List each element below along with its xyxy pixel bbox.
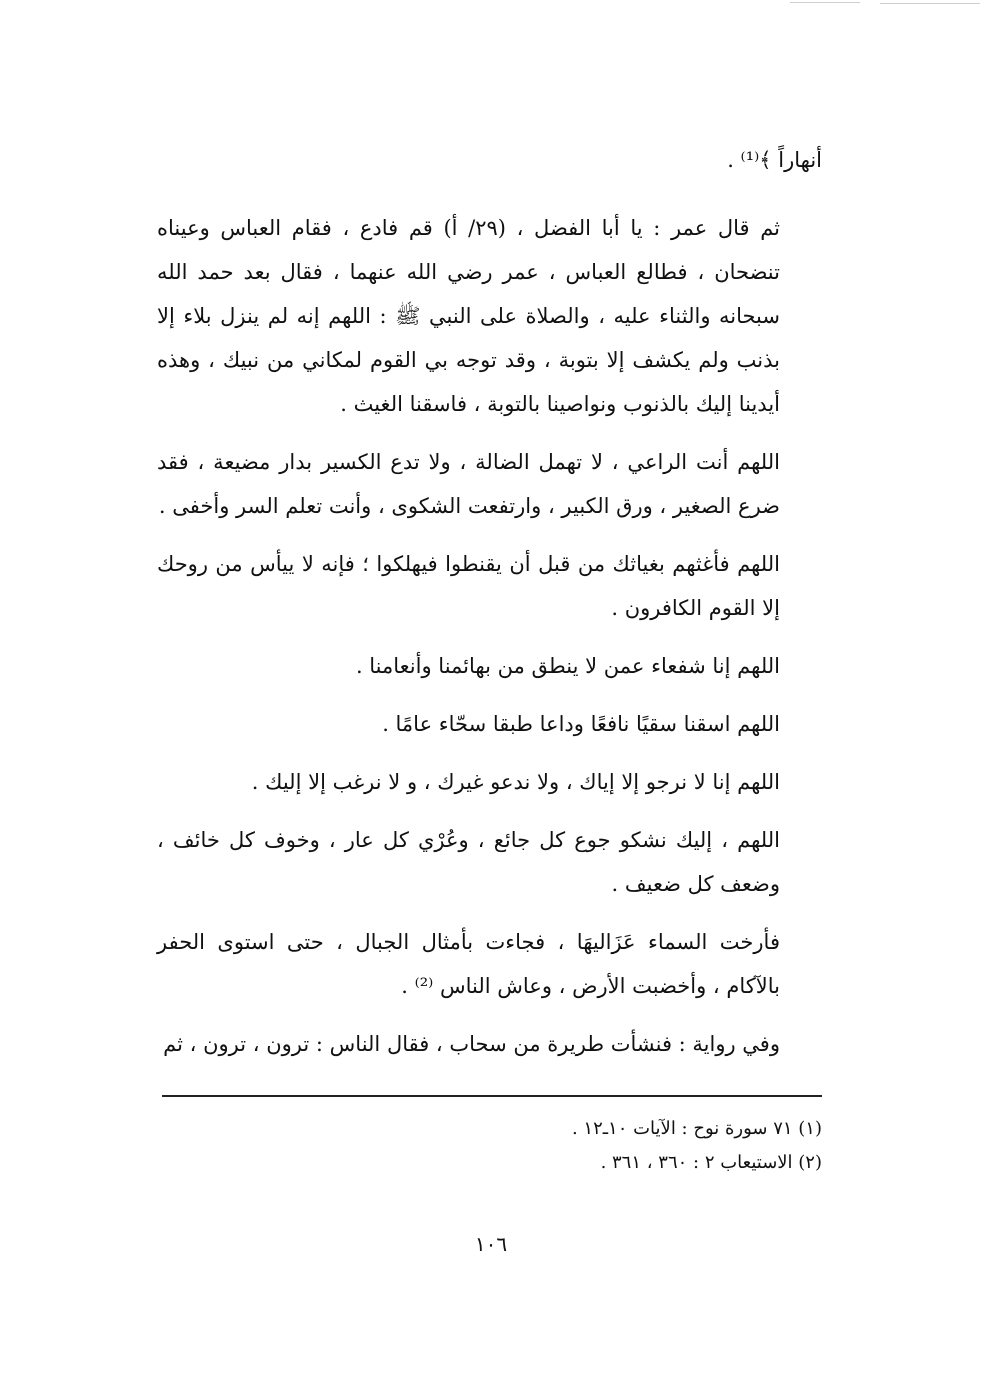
paragraph-4: اللهم إنا شفعاء عمن لا ينطق من بهائمنا وأنعامنا . bbox=[355, 654, 780, 678]
footnote-1: (١) ٧١ سورة نوح : الآيات ١٠ـ١٢ . bbox=[571, 1118, 822, 1139]
page-number: ١٠٦ bbox=[474, 1232, 508, 1256]
main-text bbox=[157, 138, 822, 1066]
paragraph-7: اللهم ، إليك نشكو جوع كل جائع ، وعُرْي كل عار ، وخوف كل خائف ، وضعف كل ضعيف . bbox=[157, 828, 780, 896]
paragraph-2: اللهم أنت الراعي ، لا تهمل الضالة ، ولا تدع الكسير بدار مضيعة ، فقد ضرع الصغير ، ورق الكبير ، وارتفعت الشكوى ، وأنت تعلم السر وأخفى . bbox=[157, 450, 780, 518]
paragraph-5: اللهم اسقنا سقيًا نافعًا وداعا طبقا سحّاء عامًا . bbox=[382, 712, 780, 736]
paragraph-8: فأرخت السماء عَزَاليهَا ، فجاءت بأمثال الجبال ، حتى استوى الحفر بالآكام ، وأخضبت الأرض ، وعاش الناس ⁽²⁾ . bbox=[157, 930, 780, 998]
paragraph-9: وفي رواية : فنشأت طريرة من سحاب ، فقال الناس : ترون ، ترون ، ثم bbox=[163, 1032, 780, 1056]
footnote-2: (٢) الاستيعاب ٢ : ٣٦٠ ، ٣٦١ . bbox=[600, 1152, 822, 1173]
paragraph-1: ثم قال عمر : يا أبا الفضل ، (٢٩/ أ) قم فادع ، فقام العباس وعيناه تنضحان ، فطالع العباس ، عمر رضي الله عنهما ، فقال بعد حمد الله سبحانه والثناء عليه ، والصلاة على النبي ﷺ : اللهم إنه لم ينزل بلاء إلا بذنب ولم يكشف إلا بتوبة ، وقد توجه بي القوم لمكاني من نبيك ، وهذه أيدينا إليك بالذنوب ونواصينا بالتوبة ، فاسقنا الغيث . bbox=[157, 216, 781, 416]
footnote-divider bbox=[162, 1095, 822, 1097]
footnotes bbox=[157, 1112, 822, 1180]
opening-line: أنهاراً ﴾⁽¹⁾ . bbox=[727, 148, 822, 172]
paragraph-6: اللهم إنا لا نرجو إلا إياك ، ولا ندعو غيرك ، و لا نرغب إلا إليك . bbox=[251, 770, 780, 794]
paragraph-3: اللهم فأغثهم بغياثك من قبل أن يقنطوا فيهلكوا ؛ فإنه لا ييأس من روحك إلا القوم الكافرون . bbox=[157, 552, 780, 620]
